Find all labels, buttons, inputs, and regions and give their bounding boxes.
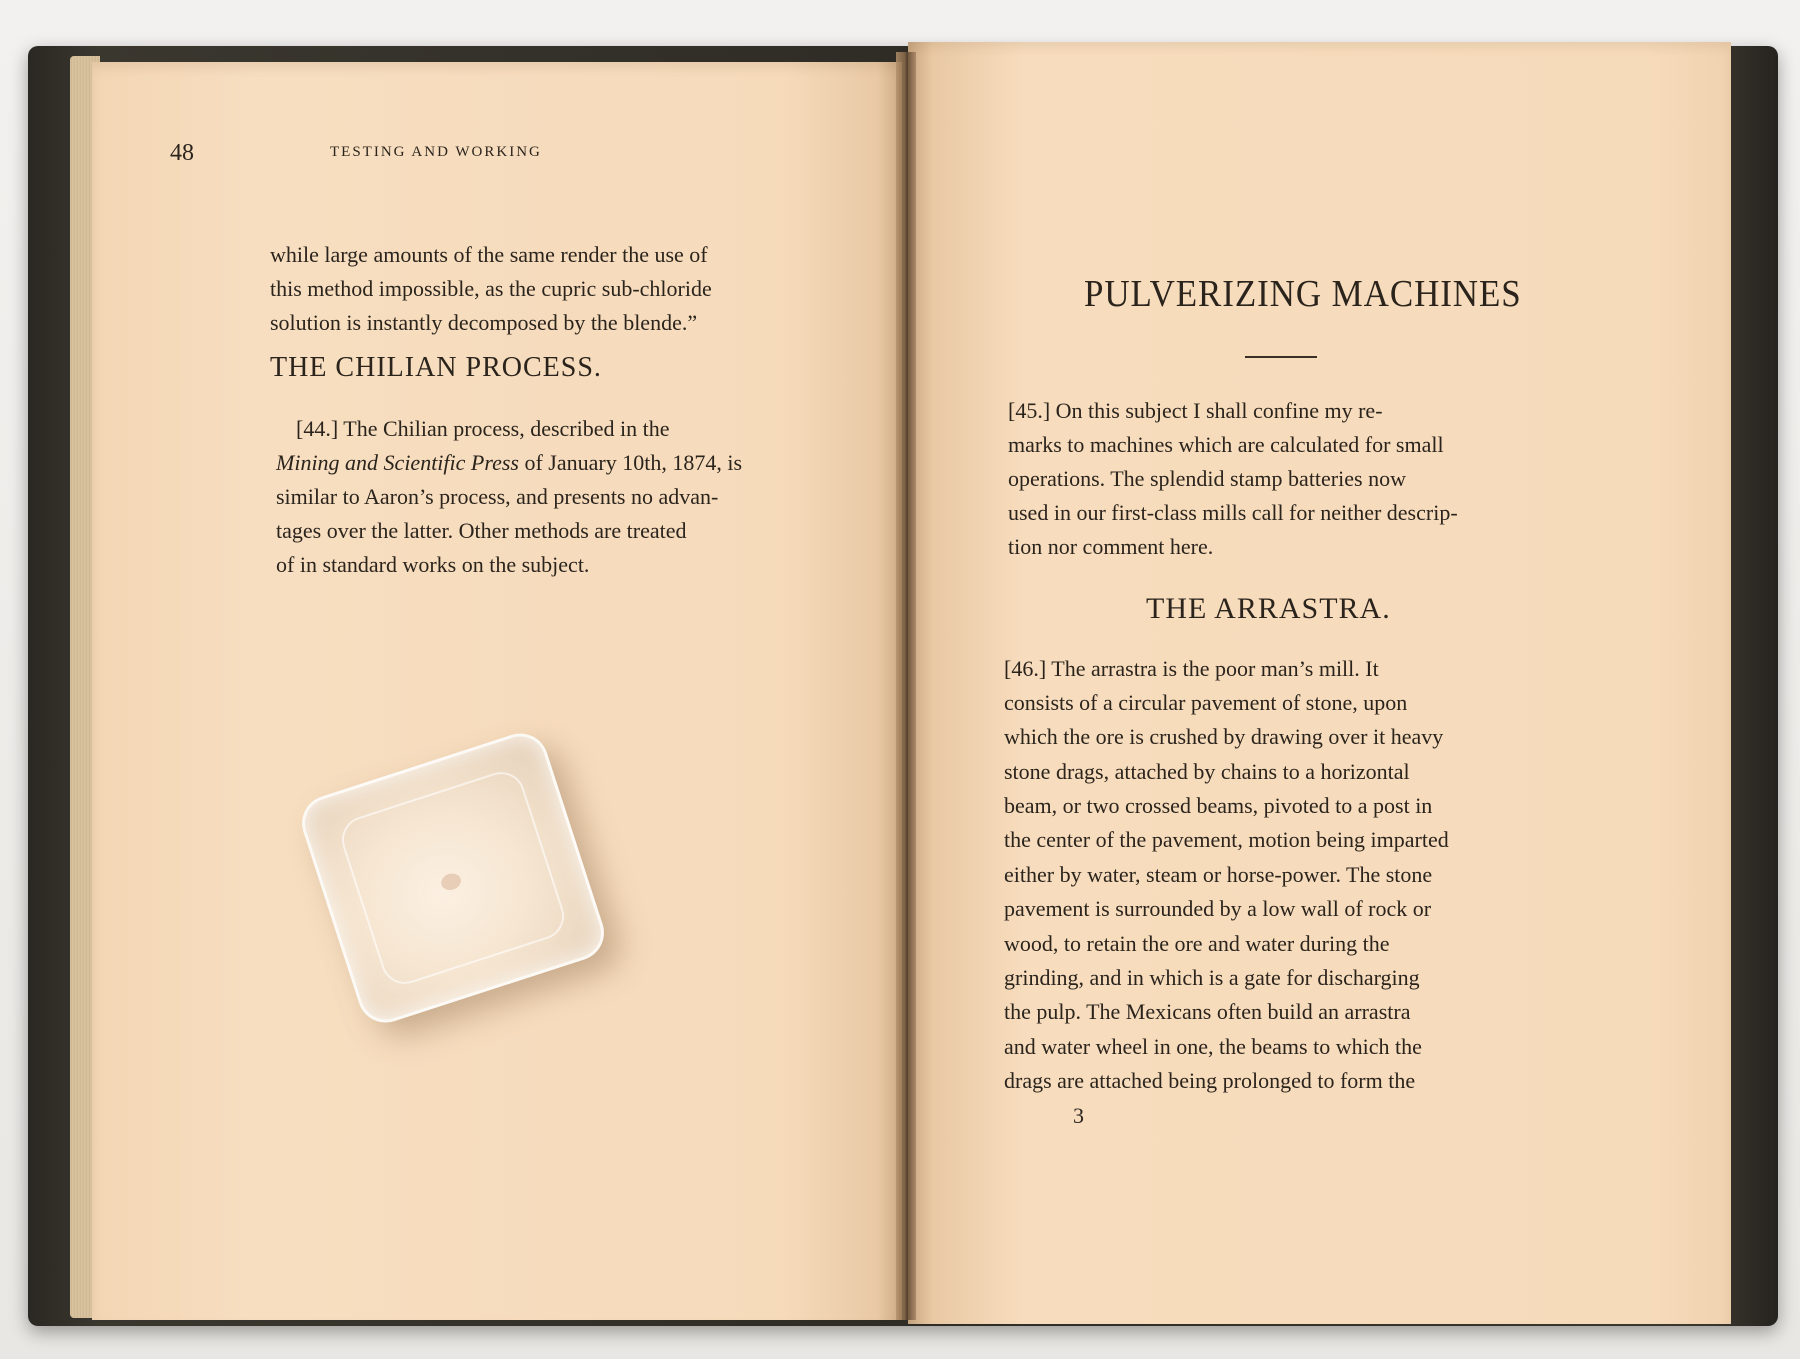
left-text-line: this method impossible, as the cupric sub-chloride xyxy=(270,276,712,301)
chapter-title: PULVERIZING MACHINES xyxy=(1084,273,1522,315)
para44-line: of in standard works on the subject. xyxy=(276,552,590,577)
para46-line: grinding, and in which is a gate for discharging xyxy=(1004,965,1420,990)
para45-line: tion nor comment here. xyxy=(1008,534,1214,559)
running-title: TESTING AND WORKING xyxy=(330,144,542,160)
para46-line: drags are attached being prolonged to form the xyxy=(1004,1068,1416,1093)
para44-line: tages over the latter. Other methods are treated xyxy=(276,518,687,543)
page-number: 48 xyxy=(170,140,194,166)
left-text-line: while large amounts of the same render the use of xyxy=(270,242,708,267)
para45-line: marks to machines which are calculated for small xyxy=(1008,432,1444,457)
para46-line: wood, to retain the ore and water during the xyxy=(1004,931,1390,956)
section-heading-chilian: THE CHILIAN PROCESS. xyxy=(270,352,602,383)
para46-line: which the ore is crushed by drawing over it heavy xyxy=(1004,724,1444,749)
para44-line-rest: of January 10th, 1874, is xyxy=(518,450,743,475)
section-heading-arrastra: THE ARRASTRA. xyxy=(1146,592,1391,625)
para46-line: [46.] The arrastra is the poor man’s mill. It xyxy=(1004,656,1379,681)
para46-line: beam, or two crossed beams, pivoted to a post in xyxy=(1004,793,1433,818)
para46-line: pavement is surrounded by a low wall of rock or xyxy=(1004,896,1432,921)
publication-title: Mining and Scientific Press xyxy=(276,450,519,475)
para44-line: similar to Aaron’s process, and presents no advan- xyxy=(276,484,719,509)
para45-line: [45.] On this subject I shall confine my re- xyxy=(1008,398,1383,423)
para46-line: the pulp. The Mexicans often build an arrastra xyxy=(1004,999,1411,1024)
para46-line: consists of a circular pavement of stone, upon xyxy=(1004,690,1408,715)
signature-mark: 3 xyxy=(1073,1103,1084,1128)
running-head xyxy=(170,140,770,174)
para46-line: stone drags, attached by chains to a horizontal xyxy=(1004,759,1410,784)
book-gutter xyxy=(896,52,916,1320)
para45-line: used in our first-class mills call for neither descrip- xyxy=(1008,500,1458,525)
para46-line: either by water, steam or horse-power. The stone xyxy=(1004,862,1433,887)
title-rule xyxy=(1245,356,1317,358)
para44-line: [44.] The Chilian process, described in the xyxy=(296,416,670,441)
para46-line: the center of the pavement, motion being imparted xyxy=(1004,827,1449,852)
left-text-line: solution is instantly decomposed by the blende.” xyxy=(270,310,698,335)
para45-line: operations. The splendid stamp batteries now xyxy=(1008,466,1406,491)
para46-line: and water wheel in one, the beams to which the xyxy=(1004,1034,1422,1059)
para44-line xyxy=(276,446,742,480)
